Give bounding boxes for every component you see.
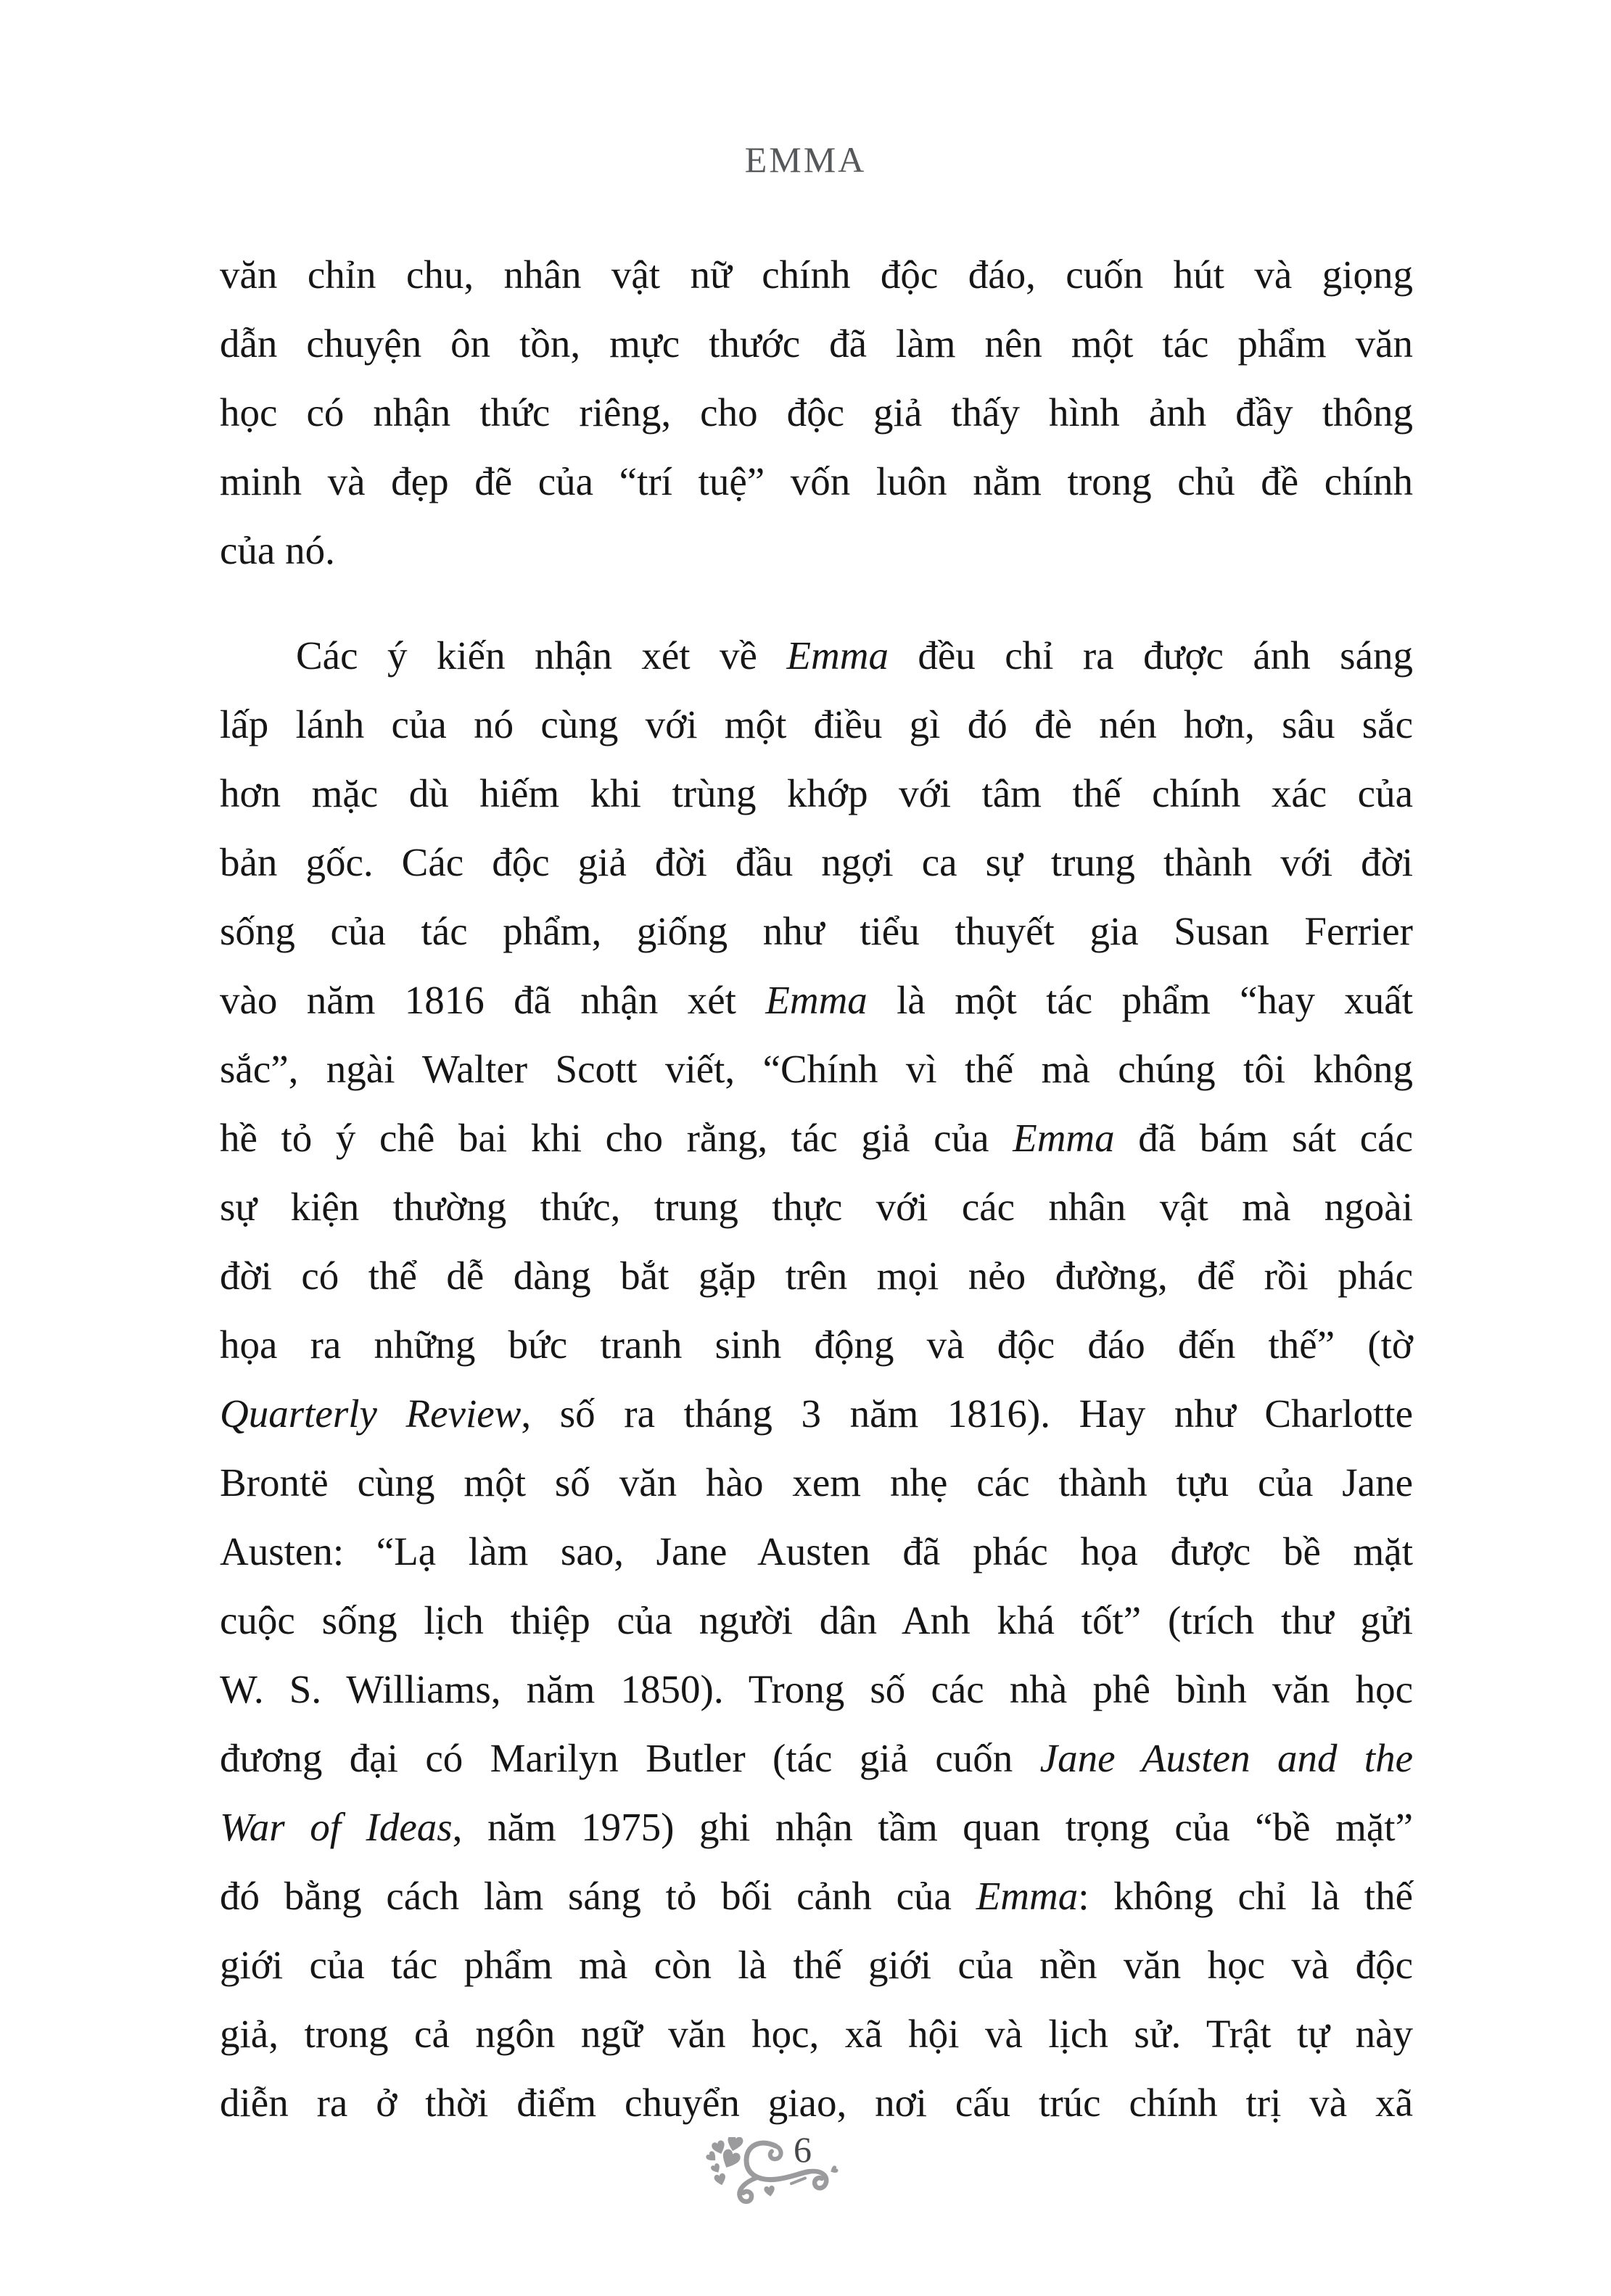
text-line (220, 828, 1413, 897)
text-line (220, 1241, 1413, 1310)
floral-flourish-icon (706, 2137, 845, 2210)
text-line (220, 759, 1413, 828)
text-line (220, 621, 1413, 690)
text-segment: họa ra những bức tranh sinh động và độc đáo đến thế” (tờ (220, 1322, 1413, 1367)
text-line (220, 2068, 1413, 2137)
text-line (220, 690, 1413, 759)
text-line (220, 1034, 1413, 1103)
text-segment: đó bằng cách làm sáng tỏ bối cảnh của (220, 1874, 976, 1918)
text-segment: đời có thể dễ dàng bắt gặp trên mọi nẻo đường, để rồi phác (220, 1254, 1413, 1298)
text-segment: Austen: “Lạ làm sao, Jane Austen đã phác họa được bề mặt (220, 1529, 1413, 1573)
text-line (220, 309, 1413, 378)
text-segment: đương đại có Marilyn Butler (tác giả cuốn (220, 1736, 1040, 1780)
text-segment: , năm 1975) ghi nhận tầm quan trọng của “bề mặt” (452, 1805, 1413, 1849)
italic-text-segment: Quarterly Review (220, 1391, 522, 1436)
text-segment: , số ra tháng 3 năm 1816). Hay như Charlotte (521, 1391, 1413, 1436)
text-segment: diễn ra ở thời điểm chuyển giao, nơi cấu trúc chính trị và xã (220, 2081, 1413, 2125)
text-line (220, 378, 1413, 447)
text-segment: giới của tác phẩm mà còn là thế giới của nền văn học và độc (220, 1943, 1413, 1987)
text-segment: giả, trong cả ngôn ngữ văn học, xã hội và lịch sử. Trật tự này (220, 2012, 1413, 2056)
text-line (220, 897, 1413, 966)
text-segment: đều chỉ ra được ánh sáng (888, 633, 1413, 678)
text-segment: Các ý kiến nhận xét về (296, 633, 787, 678)
text-segment: sự kiện thường thức, trung thực với các nhân vật mà ngoài (220, 1185, 1413, 1229)
text-line (220, 1999, 1413, 2068)
text-line (220, 1172, 1413, 1241)
text-segment: : không chỉ là thế (1078, 1874, 1413, 1918)
italic-text-segment: Emma (1013, 1116, 1115, 1160)
page-number: 6 (794, 2129, 812, 2170)
paragraph (220, 240, 1413, 585)
text-line (220, 1861, 1413, 1930)
text-segment: văn chỉn chu, nhân vật nữ chính độc đáo, cuốn hút và giọng (220, 252, 1413, 297)
text-segment: W. S. Williams, năm 1850). Trong số các nhà phê bình văn học (220, 1667, 1413, 1711)
text-line (220, 447, 1413, 516)
text-segment: minh và đẹp đẽ của “trí tuệ” vốn luôn nằm trong chủ đề chính (220, 459, 1413, 503)
text-segment: cuộc sống lịch thiệp của người dân Anh khá tốt” (trích thư gửi (220, 1598, 1413, 1642)
text-segment: sắc”, ngài Walter Scott viết, “Chính vì thế mà chúng tôi không (220, 1047, 1413, 1091)
text-line (220, 1586, 1413, 1655)
text-segment: của nó. (220, 528, 335, 572)
paragraph (220, 621, 1413, 2137)
italic-text-segment: Emma (765, 978, 868, 1022)
text-line (220, 240, 1413, 309)
running-header: EMMA (744, 139, 867, 180)
text-segment: hề tỏ ý chê bai khi cho rằng, tác giả của (220, 1116, 1013, 1160)
text-segment: dẫn chuyện ôn tồn, mực thước đã làm nên một tác phẩm văn (220, 321, 1413, 366)
text-segment: vào năm 1816 đã nhận xét (220, 978, 766, 1022)
text-line (220, 516, 1413, 585)
text-line (220, 1655, 1413, 1724)
text-line (220, 1103, 1413, 1172)
text-line (220, 1379, 1413, 1448)
text-line (220, 1448, 1413, 1517)
text-segment: bản gốc. Các độc giả đời đầu ngợi ca sự trung thành với đời (220, 840, 1413, 884)
text-line (220, 1724, 1413, 1793)
text-segment: đã bám sát các (1114, 1116, 1413, 1160)
italic-text-segment: Jane Austen and the (1039, 1736, 1414, 1780)
body-text (220, 240, 1413, 2137)
text-line (220, 1930, 1413, 1999)
italic-text-segment: Emma (976, 1874, 1079, 1918)
italic-text-segment: War of Ideas (220, 1805, 453, 1849)
text-line (220, 1310, 1413, 1379)
text-line (220, 1793, 1413, 1861)
text-segment: là một tác phẩm “hay xuất (867, 978, 1413, 1022)
text-segment: Brontë cùng một số văn hào xem nhẹ các thành tựu của Jane (220, 1460, 1413, 1505)
text-line (220, 966, 1413, 1034)
text-line (220, 1517, 1413, 1586)
text-segment: sống của tác phẩm, giống như tiểu thuyết gia Susan Ferrier (220, 909, 1413, 953)
text-segment: lấp lánh của nó cùng với một điều gì đó đè nén hơn, sâu sắc (220, 702, 1413, 746)
text-segment: học có nhận thức riêng, cho độc giả thấy hình ảnh đầy thông (220, 390, 1413, 435)
text-segment: hơn mặc dù hiếm khi trùng khớp với tâm thế chính xác của (220, 771, 1413, 815)
italic-text-segment: Emma (786, 633, 889, 678)
